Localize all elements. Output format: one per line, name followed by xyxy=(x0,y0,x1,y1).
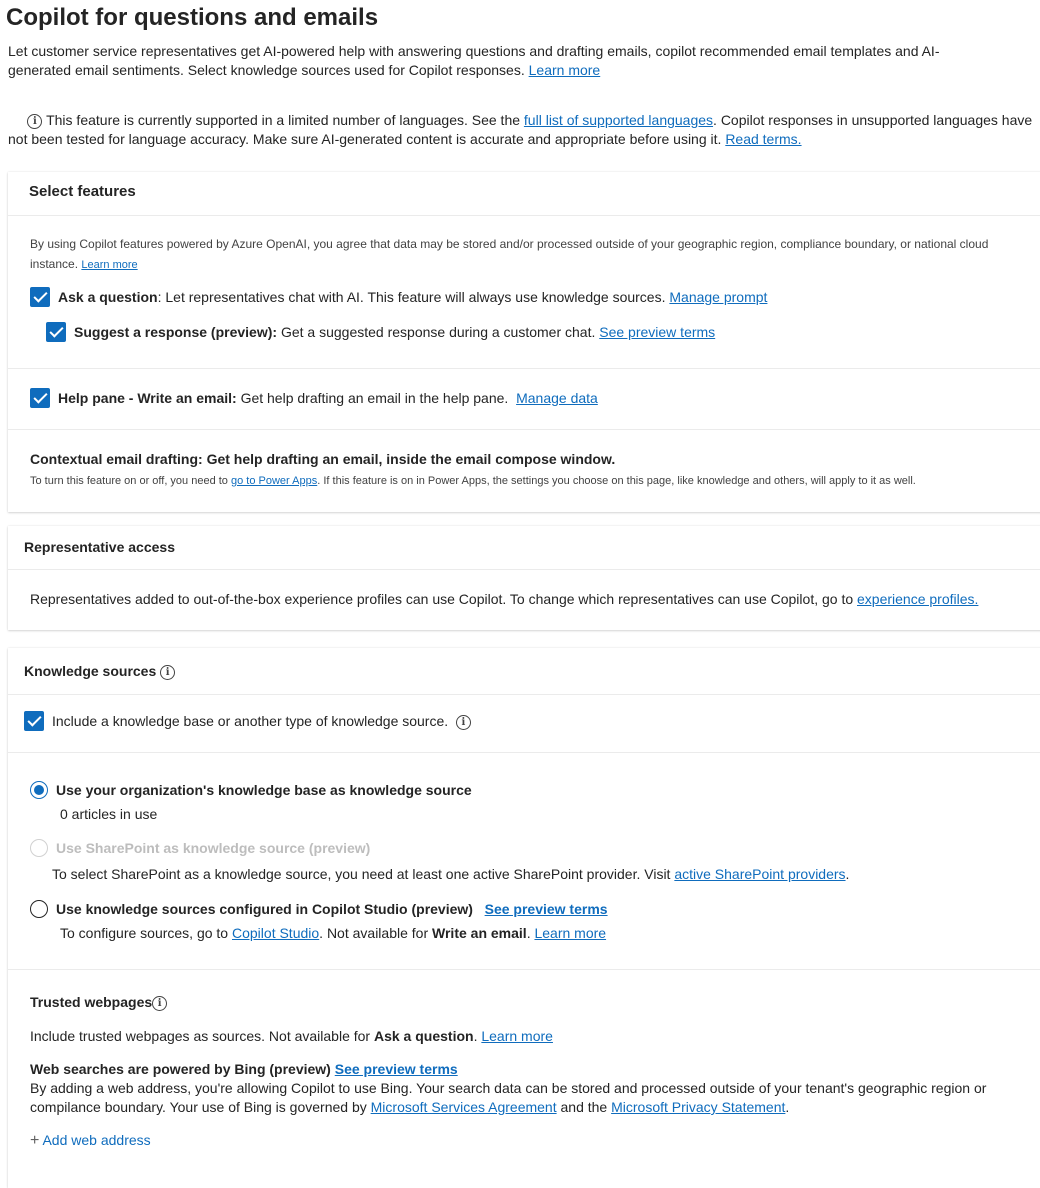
trusted-info-icon[interactable]: i xyxy=(152,996,167,1011)
sharepoint-providers-link[interactable]: active SharePoint providers xyxy=(674,866,846,882)
page-learn-more-link[interactable]: Learn more xyxy=(528,62,601,78)
services-agreement-link[interactable]: Microsoft Services Agreement xyxy=(370,1099,557,1115)
org-kb-label: Use your organization's knowledge base as knowledge source xyxy=(56,782,472,798)
manage-data-link[interactable]: Manage data xyxy=(516,390,598,406)
help-pane-label: Help pane - Write an email: xyxy=(58,390,237,406)
help-pane-checkbox[interactable] xyxy=(30,388,50,408)
ask-question-checkbox[interactable] xyxy=(30,287,50,307)
privacy-statement-link[interactable]: Microsoft Privacy Statement xyxy=(611,1099,786,1115)
studio-preview-terms-link[interactable]: See preview terms xyxy=(484,901,608,917)
bing-title-row xyxy=(30,1060,458,1079)
trusted-learn-more-link[interactable]: Learn more xyxy=(481,1028,553,1044)
ask-question-desc: : Let representatives chat with AI. This feature will always use knowledge sources. xyxy=(157,289,666,305)
info-icon: i xyxy=(27,114,42,129)
copilot-studio-label: Use knowledge sources configured in Copilot Studio (preview) xyxy=(56,901,473,917)
contextual-email-title: Contextual email drafting: Get help drafting an email, inside the email compose window. xyxy=(30,451,616,467)
copilot-studio-row xyxy=(56,900,608,919)
copilot-studio-radio[interactable] xyxy=(30,900,48,918)
sharepoint-row: To select SharePoint as a knowledge source, you need at least one active SharePoint provider. Visit active SharePoint providers. xyxy=(52,866,850,882)
plus-icon: + xyxy=(30,1132,40,1149)
add-web-address-label: Add web address xyxy=(42,1132,151,1148)
help-pane-desc: Get help drafting an email in the help pane. xyxy=(240,390,509,406)
ask-question-label: Ask a question xyxy=(58,289,158,305)
trusted-title: Trusted webpages xyxy=(30,994,153,1010)
notice-text1: This feature is currently supported in a limited number of languages. See the xyxy=(46,112,521,128)
suggest-response-row xyxy=(74,323,715,342)
suggest-preview-terms-link[interactable]: See preview terms xyxy=(599,324,716,340)
language-notice xyxy=(8,111,1038,149)
trusted-title-row xyxy=(30,993,167,1012)
trusted-desc: Include trusted webpages as sources. Not available for Ask a question. Learn more xyxy=(30,1028,553,1044)
disclaimer-learn-more-link[interactable]: Learn more xyxy=(81,259,138,271)
studio-learn-more-link[interactable]: Learn more xyxy=(534,925,607,941)
suggest-response-checkbox[interactable] xyxy=(46,322,66,342)
help-pane-row xyxy=(58,389,598,408)
knowledge-title-row xyxy=(24,662,175,681)
select-features-title: Select features xyxy=(29,183,136,200)
rep-access-text: Representatives added to out-of-the-box experience profiles can use Copilot. To change which representatives can use Copilot, go to xyxy=(30,591,854,607)
org-kb-count: 0 articles in use xyxy=(60,806,158,822)
bing-title: Web searches are powered by Bing (preview) xyxy=(30,1061,331,1077)
page-desc-line2: generated email sentiments. Select knowledge sources used for Copilot responses. xyxy=(8,62,525,78)
copilot-studio-link[interactable]: Copilot Studio xyxy=(232,925,320,941)
experience-profiles-link[interactable]: experience profiles. xyxy=(857,591,979,607)
sharepoint-label: Use SharePoint as knowledge source (preview) xyxy=(56,840,371,856)
contextual-email-desc: To turn this feature on or off, you need to go to Power Apps. If this feature is on in Power Apps, the settings you choose on this page, like knowledge and others, will apply to it as well. xyxy=(30,475,916,487)
notice-text2: . Copilot responses in unsupported languages have xyxy=(713,112,1033,128)
rep-access-row xyxy=(30,590,978,609)
include-knowledge-checkbox[interactable] xyxy=(24,711,44,731)
sharepoint-text: To select SharePoint as a knowledge source, you need at least one active SharePoint provider. Visit xyxy=(52,866,671,882)
representative-access-card xyxy=(8,526,1040,630)
knowledge-sources-card xyxy=(8,648,1040,1188)
disclaimer-line1: By using Copilot features powered by Azure OpenAI, you agree that data may be stored and/or processed outside of your geographic region, compliance boundary, or national cloud xyxy=(30,237,989,251)
include-info-icon[interactable]: i xyxy=(456,715,471,730)
include-knowledge-label: Include a knowledge base or another type of knowledge source. xyxy=(52,713,449,729)
bing-preview-terms-link[interactable]: See preview terms xyxy=(334,1061,458,1077)
bing-line2: compilance boundary. Your use of Bing is governed by Microsoft Services Agreement and the Microsoft Privacy Statement. xyxy=(30,1099,790,1115)
notice-text3: not been tested for language accuracy. Make sure AI-generated content is accurate and appropriate before using it. xyxy=(8,131,722,147)
suggest-response-label: Suggest a response (preview): xyxy=(74,324,278,340)
go-to-power-apps-link[interactable]: go to Power Apps xyxy=(231,475,318,487)
supported-languages-link[interactable]: full list of supported languages xyxy=(523,112,714,128)
org-kb-radio[interactable] xyxy=(30,781,48,799)
select-features-card xyxy=(8,172,1040,512)
read-terms-link[interactable]: Read terms. xyxy=(725,131,802,147)
disclaimer-line2: instance. Learn more xyxy=(30,257,138,271)
bing-line1: By adding a web address, you're allowing Copilot to use Bing. Your search data can be stored and processed outside of your tenant's geographic region or xyxy=(30,1080,987,1096)
page-desc-line1: Let customer service representatives get AI-powered help with answering questions and drafting emails, copilot recommended email templates and AI- xyxy=(8,43,940,59)
ask-question-row xyxy=(58,288,767,307)
manage-prompt-link[interactable]: Manage prompt xyxy=(669,289,768,305)
rep-access-title: Representative access xyxy=(24,539,175,555)
suggest-response-desc: Get a suggested response during a customer chat. xyxy=(280,324,596,340)
include-knowledge-row xyxy=(52,712,471,731)
page-title: Copilot for questions and emails xyxy=(6,4,379,31)
knowledge-title: Knowledge sources xyxy=(24,663,157,679)
sharepoint-radio[interactable] xyxy=(30,839,48,857)
add-web-address-button[interactable] xyxy=(30,1131,151,1150)
copilot-studio-desc: To configure sources, go to Copilot Studio. Not available for Write an email. Learn more xyxy=(60,925,607,941)
knowledge-info-icon[interactable]: i xyxy=(160,665,175,680)
page-description xyxy=(8,42,1008,80)
